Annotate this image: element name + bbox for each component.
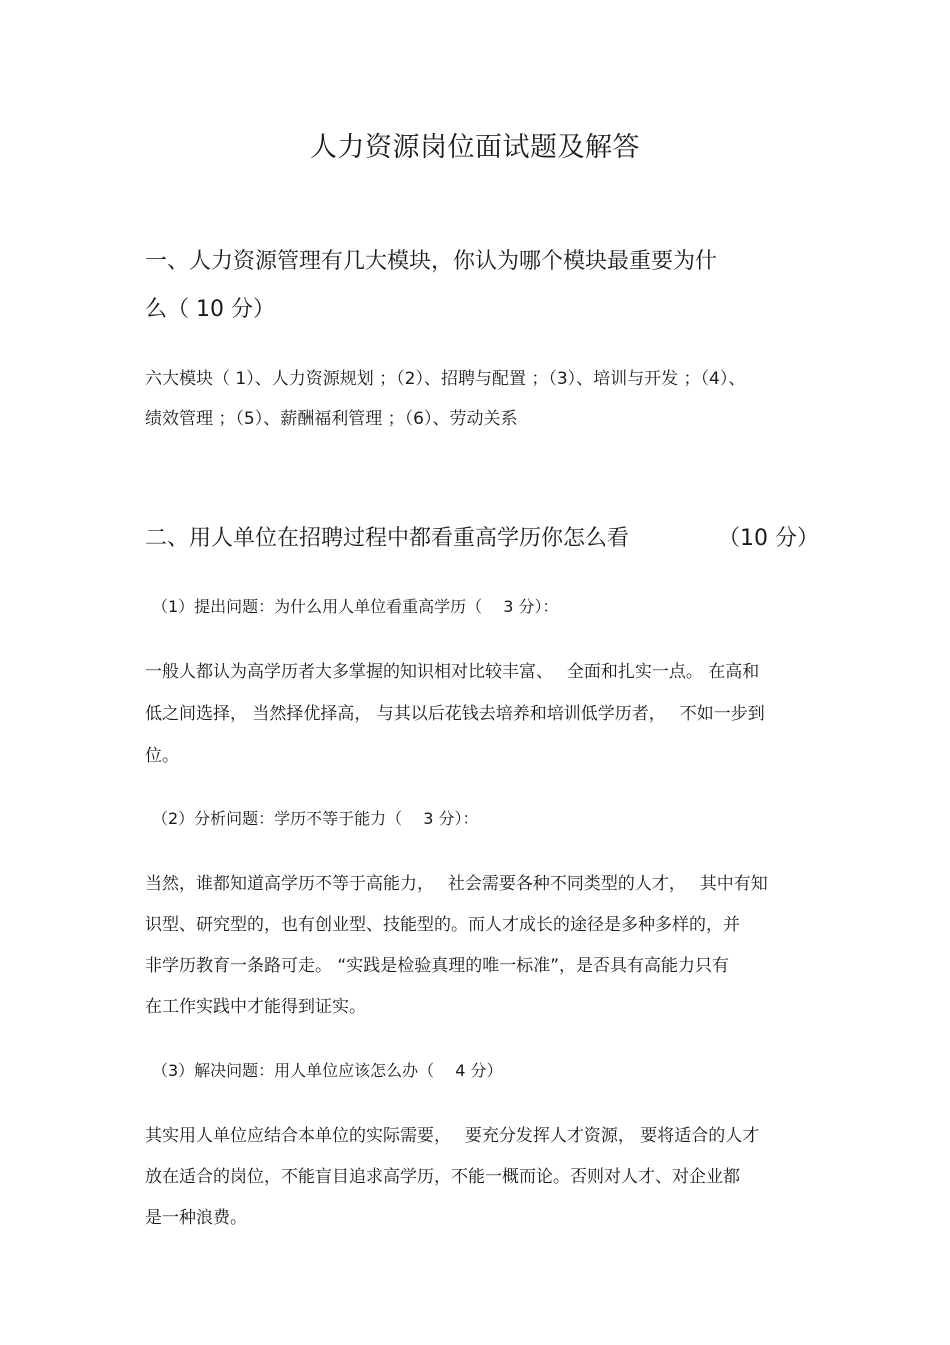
q2-part2-line: 非学历教育一条路可走。 “实践是检验真理的唯一标准”，是否具有高能力只有 bbox=[145, 956, 730, 976]
q1-heading-line1: 一、人力资源管理有几大模块，你认为哪个模块最重要为什 bbox=[145, 249, 718, 274]
q2-heading: 二、用人单位在招聘过程中都看重高学历你怎么看 bbox=[145, 526, 630, 551]
q1-heading-line2: 么（ 10 分） bbox=[145, 297, 275, 322]
q2-part3-title: （3）解决问题：用人单位应该怎么办（ 4 分） bbox=[152, 1061, 503, 1080]
q2-part3-line: 放在适合的岗位，不能盲目追求高学历，不能一概而论。否则对人才、对企业都 bbox=[145, 1167, 740, 1187]
q2-part2-line: 在工作实践中才能得到证实。 bbox=[145, 997, 366, 1017]
q2-part1-line: 低之间选择， 当然择优择高， 与其以后花钱去培养和培训低学历者， 不如一步到 bbox=[145, 704, 765, 724]
q2-part2-title: （2）分析问题：学历不等于能力（ 3 分）： bbox=[152, 809, 479, 828]
q2-part1-title: （1）提出问题：为什么用人单位看重高学历（ 3 分）： bbox=[152, 597, 559, 616]
q2-part3-line: 是一种浪费。 bbox=[145, 1208, 247, 1228]
q2-heading-score: （10 分） bbox=[718, 526, 819, 551]
q2-part1-line: 位。 bbox=[145, 746, 179, 766]
q1-answer-line1: 六大模块（ 1）、人力资源规划 ；（2）、招聘与配置 ；（3）、培训与开发 ；（4）、 bbox=[145, 369, 746, 389]
q2-part3-line: 其实用人单位应结合本单位的实际需要， 要充分发挥人才资源， 要将适合的人才 bbox=[145, 1126, 760, 1146]
q2-part1-line: 一般人都认为高学历者大多掌握的知识相对比较丰富、 全面和扎实一点。 在高和 bbox=[145, 662, 760, 682]
q1-answer-line2: 绩效管理 ；（5）、薪酬福利管理 ；（6）、劳动关系 bbox=[145, 409, 518, 429]
q2-part2-line: 当然，谁都知道高学历不等于高能力， 社会需要各种不同类型的人才， 其中有知 bbox=[145, 874, 768, 894]
document-title: 人力资源岗位面试题及解答 bbox=[310, 132, 640, 163]
q2-part2-line: 识型、研究型的，也有创业型、技能型的。而人才成长的途径是多种多样的，并 bbox=[145, 915, 740, 935]
